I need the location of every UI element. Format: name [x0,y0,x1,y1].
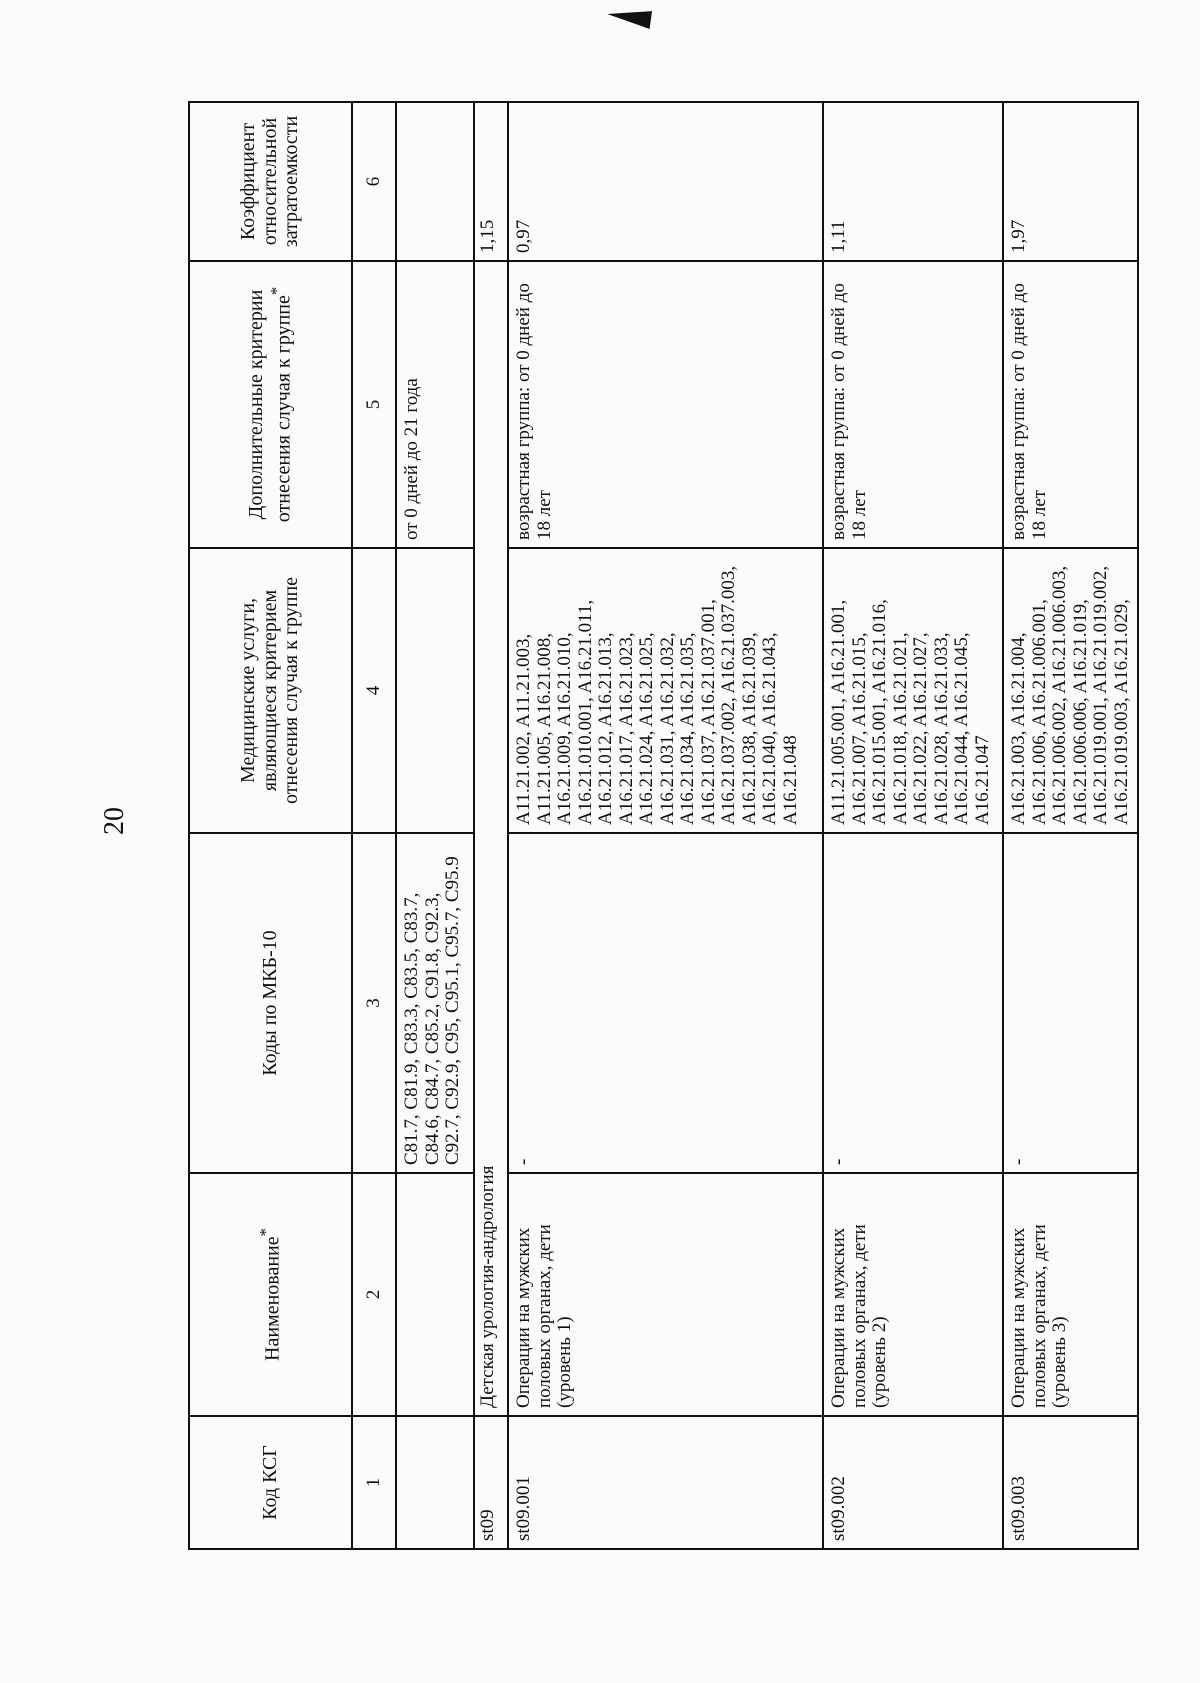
column-number: 5 [352,261,396,548]
ksg-code: st09.003 [1003,1416,1138,1549]
ksg-table-container [188,103,1132,1550]
scan-arrow-mark-icon [606,5,652,29]
coefficient: 0,97 [508,102,823,261]
ksg-name: Операции на мужских половых органах, дети (уровень 3) [1003,1173,1138,1416]
section-code: st09 [474,1416,508,1549]
coefficient: 1,11 [823,102,1003,261]
section-coef: 1,15 [474,102,508,261]
ksg-code: st09.001 [508,1416,823,1549]
ksg-name: Операции на мужских половых органах, дети (уровень 1) [508,1173,823,1416]
header-code: Код КСГ [189,1416,352,1549]
header-criteria: Дополнительные критерии отнесения случая к группе* [189,261,352,548]
additional-criteria: возрастная группа: от 0 дней до 18 лет [823,261,1003,548]
table-row [823,102,1003,1549]
mkb-codes: C81.7, C81.9, C83.3, C83.5, C83.7, C84.6, C84.7, C85.2, C91.8, C92.3, C92.7, C92.9, C95, C95.1, C95.7, C95.9 [396,833,474,1173]
ksg-name [396,1173,474,1416]
table-row [508,102,823,1549]
section-row [474,102,508,1549]
section-name: Детская урология-андрология [474,261,508,1416]
ksg-name: Операции на мужских половых органах, дети (уровень 2) [823,1173,1003,1416]
medical-services [396,548,474,833]
ksg-code: st09.002 [823,1416,1003,1549]
medical-services: A16.21.003, A16.21.004, A16.21.006, A16.21.006.001, A16.21.006.002, A16.21.006.003, A16.21.006.006, A16.21.019, A16.21.019.001, A16.21.019.002, A16.21.019.003, A16.21.029, [1003,548,1138,833]
additional-criteria: возрастная группа: от 0 дней до 18 лет [508,261,823,548]
header-coef: Коэффициент относительной затратоемкости [189,102,352,261]
column-number: 1 [352,1416,396,1549]
medical-services: A11.21.005.001, A16.21.001, A16.21.007, A16.21.015, A16.21.015.001, A16.21.016, A16.21.018, A16.21.021, A16.21.022, A16.21.027, A16.21.028, A16.21.033, A16.21.044, A16.21.045, A16.21.047 [823,548,1003,833]
column-number: 6 [352,102,396,261]
page-number: 20 [99,807,130,835]
additional-criteria: от 0 дней до 21 года [396,261,474,548]
column-number: 4 [352,548,396,833]
header-mkb: Коды по МКБ-10 [189,833,352,1173]
column-number: 2 [352,1173,396,1416]
mkb-codes: - [1003,833,1138,1173]
coefficient [396,102,474,261]
header-name: Наименование* [189,1173,352,1416]
header-row [189,102,352,1549]
footnote-marker: * [255,1228,275,1237]
mkb-codes: - [823,833,1003,1173]
additional-criteria: возрастная группа: от 0 дней до 18 лет [1003,261,1138,548]
ksg-code [396,1416,474,1549]
coefficient: 1,97 [1003,102,1138,261]
footnote-marker: * [266,286,286,296]
continuation-row [396,102,474,1549]
mkb-codes: - [508,833,823,1173]
column-number: 3 [352,833,396,1173]
table-row [1003,102,1138,1549]
header-services: Медицинские услуги, являющиеся критерием отнесения случая к группе [189,548,352,833]
medical-services: A11.21.002, A11.21.003, A11.21.005, A16.21.008, A16.21.009, A16.21.010, A16.21.010.001, A16.21.011, A16.21.012, A16.21.013, A16.21.017, A16.21.023, A16.21.024, A16.21.025, A16.21.031, A16.21.032, A16.21.034, A16.21.035, A16.21.037, A16.21.037.001, A16.21.037.002, A16.21.037.003, A16.21.038, A16.21.039, A16.21.040, A16.21.043, A16.21.048 [508,548,823,833]
column-numbers-row [352,102,396,1549]
ksg-table [188,101,1139,1550]
